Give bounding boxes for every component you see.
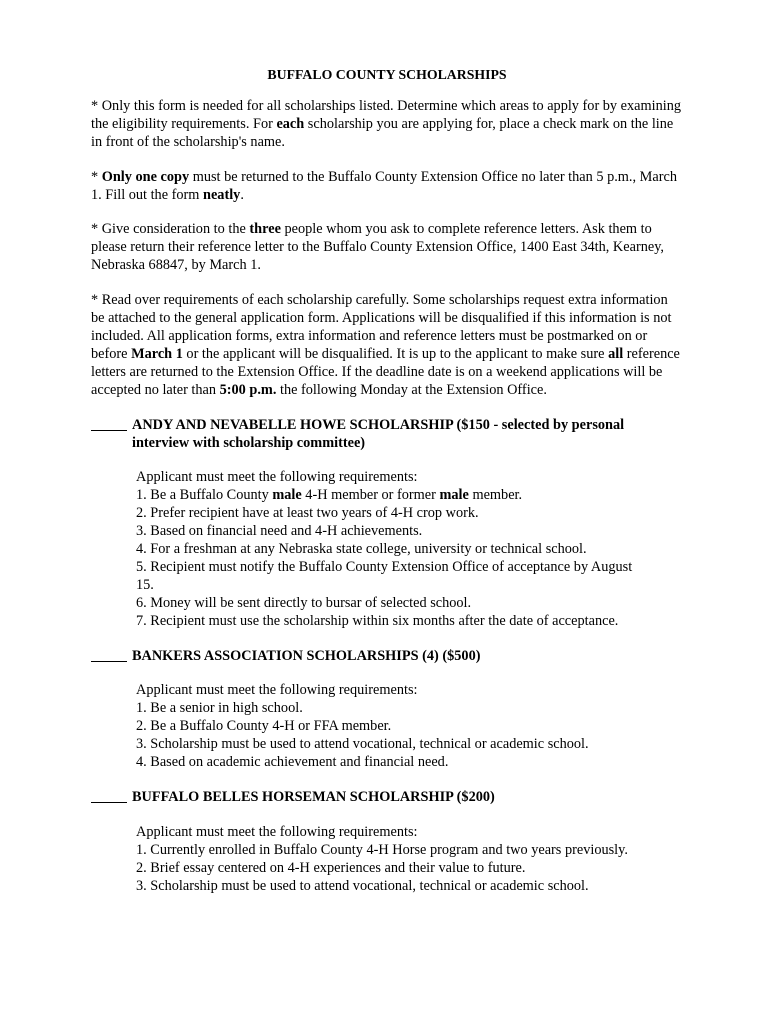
requirement-item bbox=[136, 595, 636, 613]
requirement-item bbox=[136, 736, 636, 754]
text-run: 6. Money will be sent directly to bursar of selected school. bbox=[136, 594, 472, 611]
emphasis-text: all bbox=[608, 345, 624, 362]
text-run: 4-H member or former bbox=[301, 487, 440, 504]
text-run: * Read over requirements of each scholarship carefully. Some scholarships request extra information be attached to the general application form. Applications will be disqualified if this information is not included. All application forms, extra information and reference letters must be postmarked on or before bbox=[91, 292, 672, 362]
scholarship-name bbox=[132, 648, 480, 666]
requirements-list bbox=[136, 824, 636, 896]
emphasis-text: Only one copy bbox=[101, 168, 190, 185]
text-run: 2. Be a Buffalo County 4-H or FFA member. bbox=[136, 718, 392, 735]
text-run: * Give consideration to the bbox=[91, 221, 250, 238]
check-mark-line[interactable] bbox=[91, 789, 127, 803]
requirements-intro: Applicant must meet the following requirements: bbox=[136, 469, 418, 486]
emphasis-text: 5:00 p.m. bbox=[219, 381, 277, 398]
page-title: BUFFALO COUNTY SCHOLARSHIPS bbox=[267, 67, 507, 82]
requirement-item bbox=[136, 505, 636, 523]
emphasis-text: male bbox=[272, 487, 302, 504]
scholarship-section bbox=[91, 789, 683, 896]
scholarship-name bbox=[132, 789, 495, 807]
text-run: 4. For a freshman at any Nebraska state college, university or technical school. bbox=[136, 541, 587, 558]
text-run: . bbox=[240, 186, 244, 203]
emphasis-text: male bbox=[439, 487, 469, 504]
scholarship-name-line: ANDY AND NEVABELLE HOWE SCHOLARSHIP ($150 - selected by personal bbox=[132, 416, 625, 433]
emphasis-text: March 1 bbox=[131, 345, 183, 362]
instruction-paragraph bbox=[91, 292, 683, 399]
emphasis-text: each bbox=[276, 115, 305, 132]
document-page bbox=[91, 66, 683, 913]
text-run: member. bbox=[468, 487, 523, 504]
requirement-item bbox=[136, 523, 636, 541]
requirements-intro: Applicant must meet the following requirements: bbox=[136, 823, 418, 840]
text-run: or the applicant will be disqualified. It is up to the applicant to make sure bbox=[182, 345, 609, 362]
requirements-list bbox=[136, 682, 636, 772]
requirement-item bbox=[136, 860, 636, 878]
requirement-item bbox=[136, 842, 636, 860]
instruction-paragraph bbox=[91, 221, 683, 275]
instruction-paragraph bbox=[91, 98, 683, 152]
requirement-item bbox=[136, 700, 636, 718]
text-run: 2. Prefer recipient have at least two years of 4-H crop work. bbox=[136, 505, 479, 522]
scholarship-name-line: interview with scholarship committee) bbox=[132, 434, 366, 451]
requirement-item bbox=[136, 541, 636, 559]
emphasis-text: neatly bbox=[203, 186, 241, 203]
scholarship-section bbox=[91, 417, 683, 631]
text-run: scholarship you are applying for, place a check mark on the line in front of the scholarship's name. bbox=[91, 115, 674, 150]
instructions bbox=[91, 98, 683, 400]
check-mark-line[interactable] bbox=[91, 648, 127, 662]
requirements-list bbox=[136, 469, 636, 630]
text-run: 3. Scholarship must be used to attend vocational, technical or academic school. bbox=[136, 736, 589, 753]
emphasis-text: three bbox=[249, 221, 281, 238]
scholarship-list bbox=[91, 417, 683, 896]
requirement-item bbox=[136, 559, 636, 595]
text-run: 4. Based on academic achievement and financial need. bbox=[136, 754, 449, 771]
requirement-item bbox=[136, 878, 636, 896]
scholarship-section bbox=[91, 648, 683, 772]
text-run: 1. Currently enrolled in Buffalo County 4-H Horse program and two years previously. bbox=[136, 841, 628, 858]
requirement-item bbox=[136, 754, 636, 772]
scholarship-name bbox=[132, 417, 624, 453]
text-run: * bbox=[91, 168, 102, 185]
text-run: the following Monday at the Extension Office. bbox=[276, 381, 547, 398]
instruction-paragraph bbox=[91, 169, 683, 205]
text-run: 5. Recipient must notify the Buffalo County Extension Office of acceptance by August 15. bbox=[136, 558, 633, 593]
text-run: 7. Recipient must use the scholarship within six months after the date of acceptance. bbox=[136, 612, 619, 629]
check-mark-line[interactable] bbox=[91, 417, 127, 431]
requirement-item bbox=[136, 718, 636, 736]
text-run: 1. Be a senior in high school. bbox=[136, 700, 303, 717]
text-run: 2. Brief essay centered on 4-H experiences and their value to future. bbox=[136, 859, 526, 876]
scholarship-heading bbox=[91, 789, 683, 807]
text-run: 1. Be a Buffalo County bbox=[136, 487, 273, 504]
scholarship-name-line: BUFFALO BELLES HORSEMAN SCHOLARSHIP ($200) bbox=[132, 789, 495, 805]
text-run: 3. Scholarship must be used to attend vocational, technical or academic school. bbox=[136, 877, 589, 894]
scholarship-name-line: BANKERS ASSOCIATION SCHOLARSHIPS (4) ($500) bbox=[132, 647, 481, 664]
requirement-item bbox=[136, 613, 636, 631]
requirement-item bbox=[136, 487, 636, 505]
text-run: reference letters are returned to the Extension Office. If the deadline date is on a weekend applications will be accepted no later than bbox=[91, 345, 680, 398]
scholarship-heading bbox=[91, 648, 683, 666]
text-run: must be returned to the Buffalo County Extension Office no later than 5 p.m., March 1. Fill out the form bbox=[91, 168, 677, 203]
text-run: people whom you ask to complete reference letters. Ask them to please return their reference letter to the Buffalo County Extension Office, 1400 East 34th, Kearney, Nebraska 68847, by March 1. bbox=[91, 221, 664, 274]
scholarship-heading bbox=[91, 417, 683, 453]
requirements-intro: Applicant must meet the following requirements: bbox=[136, 682, 418, 699]
text-run: * Only this form is needed for all scholarships listed. Determine which areas to apply for by examining the eligibility requirements. For bbox=[91, 97, 681, 132]
text-run: 3. Based on financial need and 4-H achievements. bbox=[136, 523, 423, 540]
